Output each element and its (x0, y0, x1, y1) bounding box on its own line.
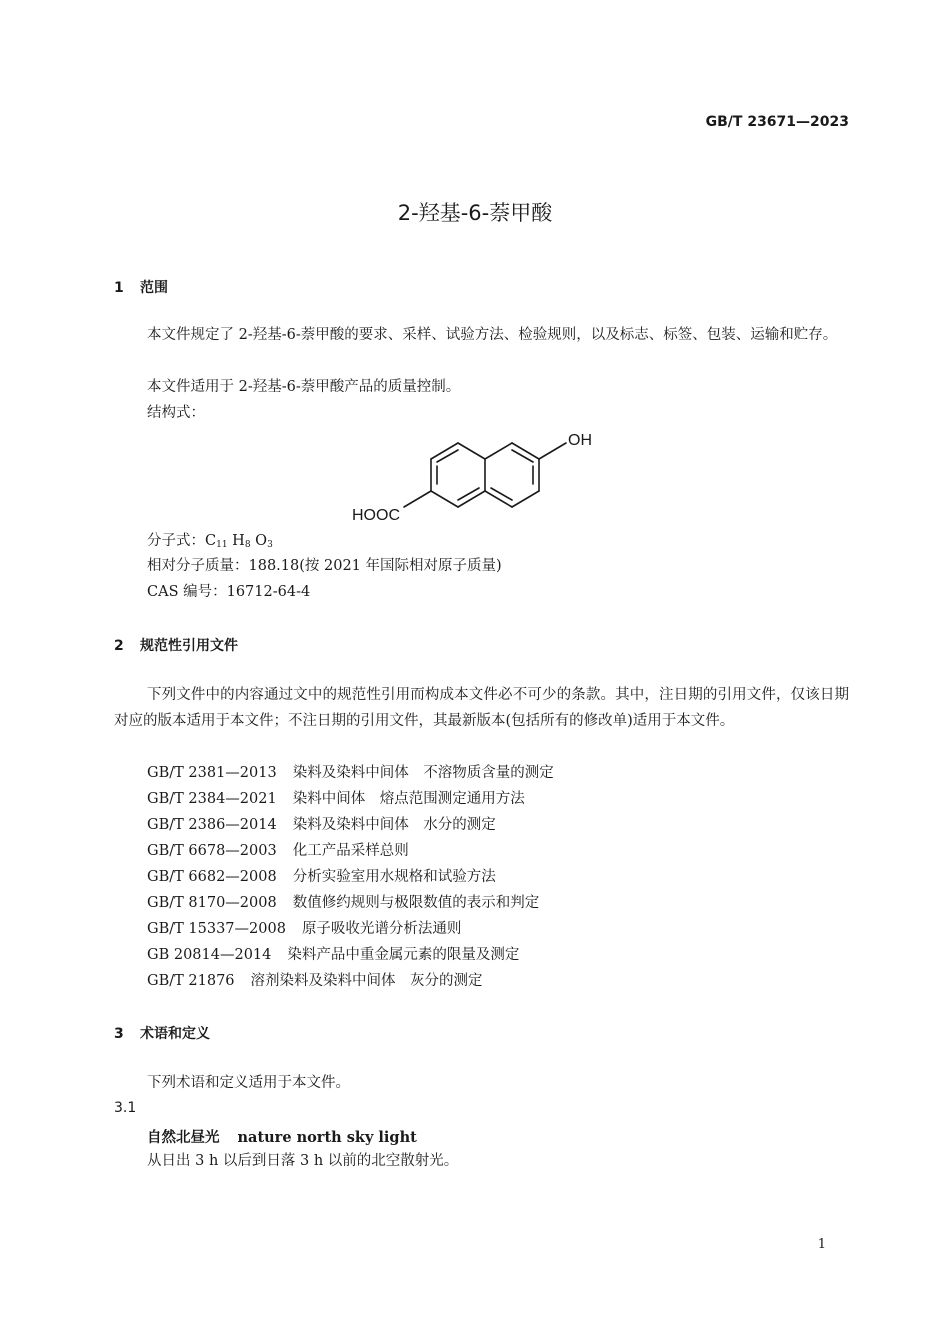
section-title: 术语和定义 (140, 1026, 210, 1042)
structure-label: 结构式： (147, 405, 205, 421)
term-english: nature north sky light (237, 1129, 417, 1146)
section-number: 1 (114, 280, 124, 296)
document-title: 2-羟基-6-萘甲酸 (397, 201, 553, 225)
term-chinese: 自然北昼光 (147, 1130, 220, 1146)
reference-title: 化工产品采样总则 (292, 843, 409, 859)
reference-title: 分析实验室用水规格和试验方法 (292, 869, 496, 885)
reference-code: GB/T 8170—2008 (147, 895, 277, 911)
reference-item (147, 760, 554, 786)
standard-number: GB/T 23671—2023 (705, 114, 849, 130)
reference-title: 数值修约规则与极限数值的表示和判定 (292, 895, 540, 911)
formula-c-sub: 11 (216, 540, 228, 550)
term-definition: 从日出 3 h 以后到日落 3 h 以前的北空散射光。 (147, 1153, 459, 1169)
section-number: 2 (114, 638, 124, 654)
scope-applicability: 本文件适用于 2-羟基-6-萘甲酸产品的质量控制。 (147, 379, 461, 395)
references-paragraph: 下列文件中的内容通过文中的规范性引用而构成本文件必不可少的条款。其中，注日期的引用文件，仅该日期对应的版本适用于本文件；不注日期的引用文件，其最新版本(包括所有的修改单)适用于本文件。 (114, 687, 849, 729)
section-title: 规范性引用文件 (140, 638, 238, 654)
terms-intro: 下列术语和定义适用于本文件。 (147, 1075, 350, 1091)
formula-c: C (205, 533, 217, 549)
reference-item (147, 786, 525, 812)
formula-h-sub: 8 (244, 540, 251, 550)
reference-code: GB/T 2384—2021 (147, 791, 277, 807)
formula-h: H (232, 533, 245, 549)
reference-item (147, 968, 483, 994)
reference-title: 染料及染料中间体 水分的测定 (292, 817, 496, 833)
scope-paragraph: 本文件规定了 2-羟基-6-萘甲酸的要求、采样、试验方法、检验规则，以及标志、标签、包装、运输和贮存。 (147, 327, 838, 343)
reference-item (147, 838, 409, 864)
hydroxyl-label: OH (568, 432, 592, 449)
molecular-mass: 相对分子质量：188.18(按 2021 年国际相对原子质量) (147, 558, 502, 574)
reference-title: 溶剂染料及染料中间体 灰分的测定 (250, 973, 483, 989)
chemical-structure (340, 422, 620, 528)
reference-item (147, 942, 519, 968)
reference-title: 染料中间体 熔点范围测定通用方法 (292, 791, 525, 807)
formula-label: 分子式： (147, 533, 205, 549)
reference-title: 染料产品中重金属元素的限量及测定 (287, 947, 520, 963)
section-1-heading (114, 277, 168, 297)
page-number: 1 (817, 1237, 826, 1252)
reference-code: GB/T 6678—2003 (147, 843, 277, 859)
reference-code: GB/T 6682—2008 (147, 869, 277, 885)
reference-code: GB/T 2386—2014 (147, 817, 277, 833)
reference-item (147, 812, 496, 838)
section-2-heading (114, 635, 238, 655)
reference-item (147, 916, 461, 942)
section-title: 范围 (140, 280, 168, 296)
reference-code: GB/T 15337—2008 (147, 921, 286, 937)
reference-item (147, 864, 496, 890)
cas-number: CAS 编号：16712-64-4 (147, 584, 311, 600)
reference-item (147, 890, 539, 916)
reference-title: 原子吸收光谱分析法通则 (301, 921, 462, 937)
section-number: 3 (114, 1026, 124, 1042)
term-heading (147, 1126, 417, 1147)
term-number: 3.1 (114, 1100, 137, 1116)
section-3-heading (114, 1023, 210, 1043)
reference-code: GB/T 2381—2013 (147, 765, 277, 781)
formula-o-sub: 3 (267, 540, 273, 550)
formula-o: O (255, 533, 268, 549)
reference-code: GB/T 21876 (147, 973, 235, 989)
carboxyl-label: HOOC (352, 507, 400, 524)
reference-title: 染料及染料中间体 不溶物质含量的测定 (292, 765, 554, 781)
reference-code: GB 20814—2014 (147, 947, 272, 963)
